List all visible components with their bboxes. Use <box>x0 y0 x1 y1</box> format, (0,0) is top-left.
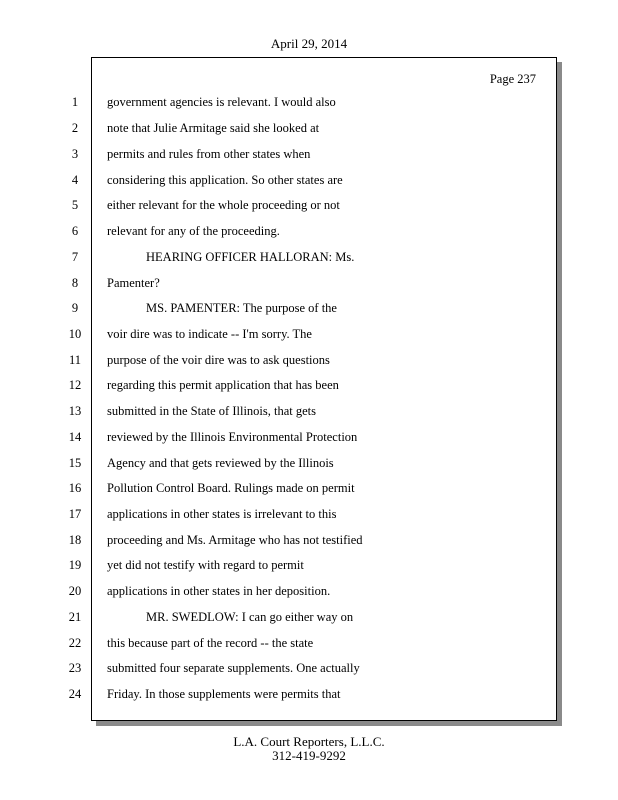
transcript-line: MR. SWEDLOW: I can go either way on <box>146 610 354 624</box>
transcript-line: relevant for any of the proceeding. <box>107 224 280 238</box>
line-number: 6 <box>71 224 79 238</box>
transcript-line: Friday. In those supplements were permits that <box>107 687 341 701</box>
line-number: 8 <box>71 276 79 290</box>
transcript-line: submitted in the State of Illinois, that gets <box>107 404 317 418</box>
line-number: 23 <box>68 661 82 675</box>
footer-company: L.A. Court Reporters, L.L.C. <box>233 734 385 749</box>
transcript-line: Pollution Control Board. Rulings made on permit <box>107 481 355 495</box>
line-number: 22 <box>68 636 82 650</box>
transcript-line: government agencies is relevant. I would also <box>107 95 336 109</box>
line-number: 12 <box>68 378 82 392</box>
transcript-line: considering this application. So other states are <box>107 173 343 187</box>
line-number: 1 <box>71 95 79 109</box>
transcript-line: note that Julie Armitage said she looked at <box>107 121 320 135</box>
line-number: 17 <box>68 507 82 521</box>
line-number: 9 <box>71 301 79 315</box>
line-number: 7 <box>71 250 79 264</box>
line-number: 15 <box>68 456 82 470</box>
page-number: Page 237 <box>489 72 536 86</box>
transcript-line: purpose of the voir dire was to ask questions <box>107 353 330 367</box>
transcript-line: yet did not testify with regard to permit <box>107 558 304 572</box>
line-number: 11 <box>68 353 82 367</box>
transcript-line: Agency and that gets reviewed by the Illinois <box>107 456 334 470</box>
transcript-line: HEARING OFFICER HALLORAN: Ms. <box>146 250 355 264</box>
transcript-line: voir dire was to indicate -- I'm sorry. The <box>107 327 312 341</box>
footer-phone: 312-419-9292 <box>272 748 346 763</box>
transcript-line: applications in other states is irrelevant to this <box>107 507 337 521</box>
line-number: 5 <box>71 198 79 212</box>
line-number: 2 <box>71 121 79 135</box>
transcript-line: MS. PAMENTER: The purpose of the <box>146 301 337 315</box>
header-date: April 29, 2014 <box>270 36 348 51</box>
line-number: 19 <box>68 558 82 572</box>
transcript-line: reviewed by the Illinois Environmental Protection <box>107 430 358 444</box>
transcript-line: either relevant for the whole proceeding or not <box>107 198 340 212</box>
line-number: 21 <box>68 610 82 624</box>
line-number: 20 <box>68 584 82 598</box>
transcript-line: this because part of the record -- the state <box>107 636 314 650</box>
line-number: 3 <box>71 147 79 161</box>
line-number: 14 <box>68 430 82 444</box>
line-number: 18 <box>68 533 82 547</box>
line-number: 10 <box>68 327 82 341</box>
line-number: 4 <box>71 173 79 187</box>
line-number: 24 <box>68 687 82 701</box>
transcript-line: applications in other states in her deposition. <box>107 584 331 598</box>
transcript-line: proceeding and Ms. Armitage who has not testified <box>107 533 363 547</box>
transcript-line: regarding this permit application that has been <box>107 378 339 392</box>
transcript-line: Pamenter? <box>107 276 160 290</box>
transcript-line: permits and rules from other states when <box>107 147 311 161</box>
line-number: 16 <box>68 481 82 495</box>
line-number: 13 <box>68 404 82 418</box>
transcript-line: submitted four separate supplements. One actually <box>107 661 360 675</box>
